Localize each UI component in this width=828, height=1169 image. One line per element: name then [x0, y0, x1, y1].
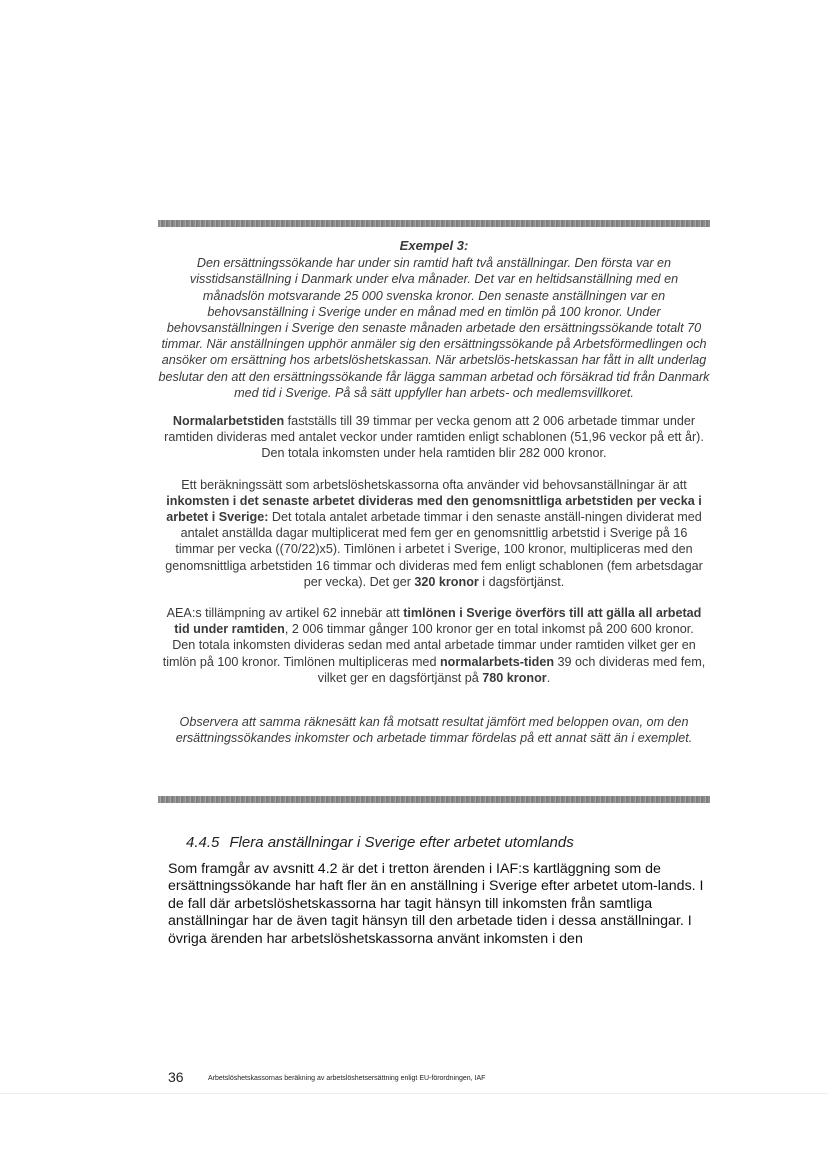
page-footer: [168, 1069, 485, 1087]
observation-note: Observera att samma räknesätt kan få motsatt resultat jämfört med beloppen ovan, om den ersättningssökandes inkomster och arbetade timmar fördelas på ett annat sätt än i exemplet.: [175, 715, 693, 746]
example-title: Exempel 3:: [399, 238, 469, 253]
section-number: 4.4.5: [186, 834, 220, 851]
section-title: Flera anställningar i Sverige efter arbetet utomlands: [229, 834, 574, 851]
calculation-method-paragraph: Ett beräkningssätt som arbetslöshetskassorna ofta använder vid behovsanställningar är att inkomsten i det senaste arbetet divideras med den genomsnittliga arbetstiden per vecka i arbetet i Sverige: Det totala antalet arbetade timmar i den senaste anställ-ningen dividerat med antalet anställda dagar multiplicerat med fem ger en genomsnittlig arbetstid i Sverige på 16 timmar per vecka ((70/22)x5). Timlönen i arbetet i Sverige, 100 kronor, multipliceras med den genomsnittliga arbetstiden 16 timmar och divideras med fem enligt schablonen (fem arbetsdagar per vecka). Det ger 320 kronor i dagsförtjänst.: [165, 477, 703, 589]
example-box: [158, 238, 710, 746]
bold-phrase: inkomsten i det senaste arbetet divideras med den genomsnittliga arbetstiden per vecka i arbetet i Sverige:: [166, 493, 702, 525]
page-number: 36: [168, 1069, 184, 1085]
bold-phrase: timlönen i Sverige överförs till att gälla all arbetad tid under ramtiden: [174, 606, 702, 637]
normal-work-time-paragraph: Normalarbetstiden fastställs till 39 timmar per vecka genom att 2 006 arbetade timmar under ramtiden divideras med antalet veckor under ramtiden enligt schablonen (51,96 veckor på ett år). Den totala inkomsten under hela ramtiden blir 282 000 kronor.: [164, 414, 704, 461]
bold-term: normalarbets-tiden: [439, 654, 555, 669]
example-bottom-rule: [158, 796, 710, 803]
footer-text: Arbetslöshetskassornas beräkning av arbetslöshetsersättning enligt EU-förordningen, IAF: [208, 1075, 486, 1082]
amount-320: 320 kronor: [414, 574, 479, 589]
bold-term: Normalarbetstiden: [172, 414, 285, 429]
example-top-rule: [158, 220, 710, 227]
example-intro: Den ersättningssökande har under sin ramtid haft två anställningar. Den första var en visstidsanställning i Danmark under elva månader. Det var en heltidsanställning med en månadslön motsvarande 25 000 svenska kronor. Den senaste anställningen var en behovsanställning i Sverige under en månad med en timlön på 100 kronor. Under behovsanställningen i Sverige den senaste månaden arbetade den ersättningssökande totalt 70 timmar. När anställningen upphör anmäler sig den ersättningssökande på Arbetsförmedlingen och ansöker om ersättning hos arbetslöshetskassan. När arbetslös-hetskassan har fått in allt underlag beslutar den att den ersättningssökande får lägga samman arbetad och försäkrad tid från Danmark med tid i Sverige. På så sätt uppfyller han arbets- och medlemsvillkoret.: [158, 256, 710, 400]
aea-application-paragraph: AEA:s tillämpning av artikel 62 innebär att timlönen i Sverige överförs till att gälla all arbetad tid under ramtiden, 2 006 timmar gånger 100 kronor ger en total inkomst på 200 600 kronor. Den totala inkomsten divideras sedan med antal arbetade timmar under ramtiden vilket ger en timlön på 100 kronor. Timlönen multipliceras med normalarbets-tiden 39 och divideras med fem, vilket ger en dagsförtjänst på 780 kronor.: [162, 606, 706, 685]
section-heading: [186, 834, 574, 851]
section-body: Som framgår av avsnitt 4.2 är det i tretton ärenden i IAF:s kartläggning som de ersättningssökande har haft fler än en anställning i Sverige efter arbetet utom-lands. I de fall där arbetslöshetskassorna har tagit hänsyn till inkomsten från samtliga anställningar har de även tagit hänsyn till den arbetade tiden i dessa anställningar. I övriga ärenden har arbetslöshetskassorna använt inkomsten i den: [168, 861, 704, 947]
amount-780: 780 kronor: [482, 670, 547, 685]
page-edge-line: [0, 1093, 828, 1094]
